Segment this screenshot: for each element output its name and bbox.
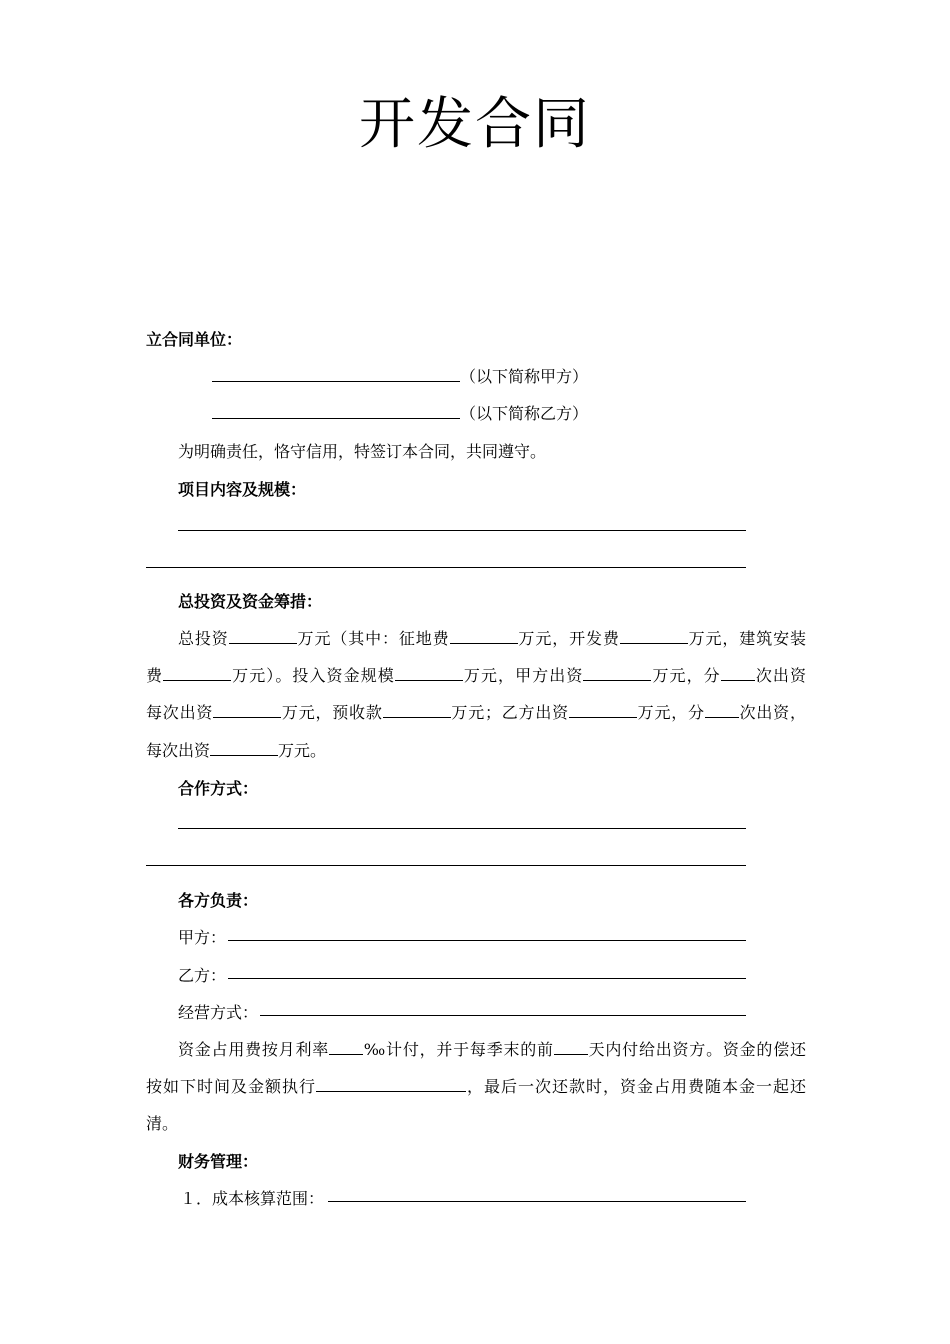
- inv-text: 每次出资: [146, 703, 214, 722]
- inv-text: 万元，分: [651, 666, 721, 685]
- section-finance-heading: 财务管理：: [178, 1152, 259, 1171]
- party-header: 立合同单位：: [146, 330, 243, 349]
- inv-text: 费: [146, 666, 164, 685]
- inv-text: 万元（其中：征地费: [296, 629, 450, 648]
- party-b-installments-blank[interactable]: [705, 703, 739, 718]
- project-line-2[interactable]: [146, 567, 746, 568]
- inv-text: 次出资: [754, 666, 806, 685]
- advance-payment-blank[interactable]: [383, 703, 451, 718]
- project-line-1[interactable]: [178, 530, 746, 531]
- inv-text: 每次出资: [146, 741, 211, 760]
- fee-line-2: [146, 1074, 806, 1097]
- section-investment-heading: 总投资及资金筹措：: [178, 592, 323, 611]
- fund-scale-blank[interactable]: [395, 666, 463, 681]
- finance-item-1-label: １．成本核算范围：: [180, 1189, 325, 1208]
- party-a-line: [212, 364, 588, 387]
- fee-text: ‰计付，并于每季末的前: [363, 1040, 554, 1059]
- resp-a-blank[interactable]: [228, 940, 746, 941]
- party-b-blank[interactable]: [212, 404, 460, 419]
- inv-text: 万元）。投入资金规模: [231, 666, 395, 685]
- dev-fee-blank[interactable]: [620, 629, 688, 644]
- fee-line-3: 清。: [146, 1114, 179, 1133]
- investment-line-3: [146, 700, 806, 723]
- party-b-suffix: （以下简称乙方）: [460, 404, 589, 423]
- party-a-blank[interactable]: [212, 367, 460, 382]
- fee-text: 按如下时间及金额执行: [146, 1077, 316, 1096]
- days-blank[interactable]: [554, 1040, 588, 1055]
- investment-line-1: [178, 626, 806, 649]
- investment-line-4: [146, 738, 326, 761]
- party-b-funding-blank[interactable]: [569, 703, 637, 718]
- inv-text: 次出资，: [738, 703, 806, 722]
- party-a-per-installment-blank[interactable]: [213, 703, 281, 718]
- inv-text: 万元，甲方出资: [462, 666, 584, 685]
- resp-b-label: 乙方：: [178, 966, 227, 985]
- inv-text: 万元。: [278, 741, 327, 760]
- coop-line-2[interactable]: [146, 865, 746, 866]
- fee-text: 资金占用费按月利率: [178, 1040, 330, 1059]
- resp-op-label: 经营方式：: [178, 1003, 259, 1022]
- party-b-per-installment-blank[interactable]: [210, 741, 278, 756]
- resp-op-blank[interactable]: [260, 1015, 746, 1016]
- intro-text: 为明确责任，恪守信用，特签订本合同，共同遵守。: [178, 442, 547, 461]
- section-resp-heading: 各方负责：: [178, 891, 259, 910]
- party-a-funding-blank[interactable]: [583, 666, 651, 681]
- construction-fee-blank[interactable]: [163, 666, 231, 681]
- land-fee-blank[interactable]: [450, 629, 518, 644]
- resp-b-blank[interactable]: [228, 978, 746, 979]
- inv-text: 万元，建筑安装: [687, 629, 806, 648]
- resp-a-label: 甲方：: [178, 928, 227, 947]
- monthly-rate-blank[interactable]: [329, 1040, 363, 1055]
- inv-text: 总投资: [178, 629, 229, 648]
- inv-text: 万元；乙方出资: [450, 703, 569, 722]
- investment-line-2: [146, 663, 806, 686]
- document-title: 开发合同: [359, 92, 591, 157]
- fee-text: ，最后一次还款时，资金占用费随本金一起还: [466, 1077, 806, 1096]
- party-a-installments-blank[interactable]: [721, 666, 755, 681]
- inv-text: 万元，开发费: [517, 629, 620, 648]
- total-investment-blank[interactable]: [229, 629, 297, 644]
- inv-text: 万元，分: [636, 703, 705, 722]
- repayment-schedule-blank[interactable]: [316, 1077, 466, 1092]
- section-coop-heading: 合作方式：: [178, 779, 259, 798]
- party-b-line: [212, 401, 588, 424]
- inv-text: 万元，预收款: [281, 703, 383, 722]
- fee-line-1: [178, 1037, 806, 1060]
- fee-text: 天内付给出资方。资金的偿还: [587, 1040, 806, 1059]
- party-a-suffix: （以下简称甲方）: [460, 367, 589, 386]
- finance-item-1-blank[interactable]: [328, 1201, 746, 1202]
- section-project-heading: 项目内容及规模：: [178, 480, 307, 499]
- coop-line-1[interactable]: [178, 828, 746, 829]
